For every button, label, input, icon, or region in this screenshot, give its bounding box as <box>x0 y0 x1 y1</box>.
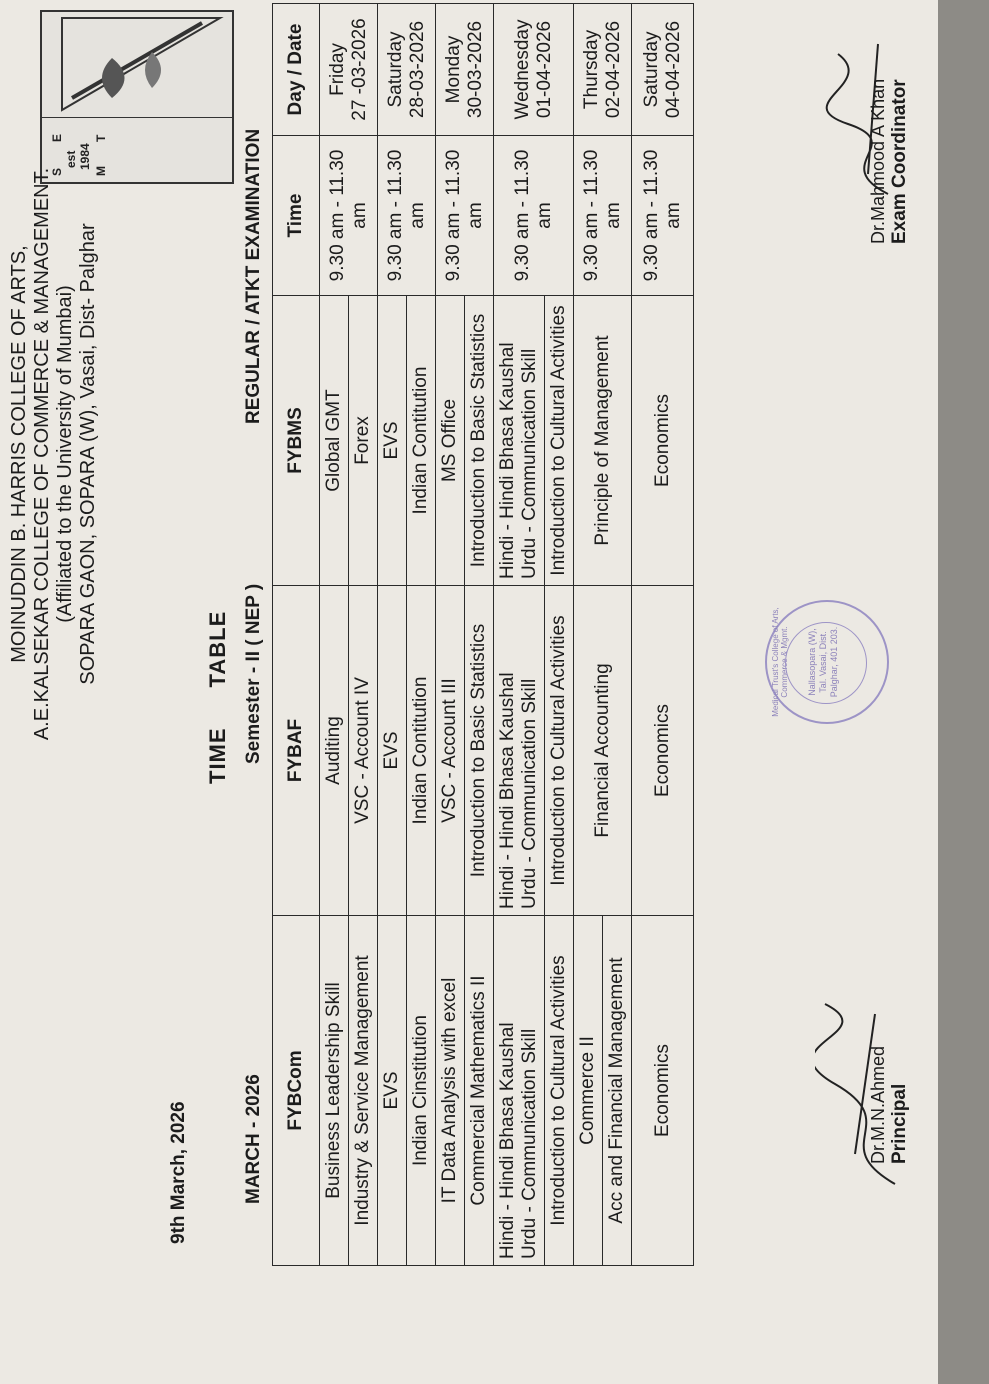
cell-fybms: Introduction to Basic Statistics <box>465 296 494 586</box>
lang-option-a: Hindi - Hindi Bhasa Kaushal <box>497 1022 518 1259</box>
cell-time: 9.30 am - 11.30 am <box>574 136 632 296</box>
college-name-line2: A.E.KALSEKAR COLLEGE OF COMMERCE & MANAGEMENT. <box>31 167 53 741</box>
cell-fybcom: EVS <box>378 916 407 1266</box>
cell-fybms: Global GMT <box>320 296 349 586</box>
lang-option-b: Urdu - Communication Skill <box>519 1028 540 1259</box>
table-row <box>574 4 603 1266</box>
cell-day-date <box>320 4 378 136</box>
cell-time: 9.30 am - 11.30 am <box>632 136 694 296</box>
exam-month: MARCH - 2026 <box>243 1074 264 1204</box>
cell-day-date <box>494 4 574 136</box>
college-name-line1: MOINUDDIN B. HARRIS COLLEGE OF ARTS, <box>8 245 30 663</box>
college-stamp <box>765 600 889 724</box>
left-signatory-name: Dr.Mahmood A Khan <box>868 78 888 244</box>
table-row <box>378 4 407 1266</box>
lang-option-b: Urdu - Communication Skill <box>519 678 540 909</box>
cell-fybcom: Commercial Mathematics II <box>465 916 494 1266</box>
logo-letter-t: T <box>94 134 108 142</box>
cell-day-date <box>436 4 494 136</box>
cell-fybaf: Introduction to Basic Statistics <box>465 586 494 916</box>
cell-fybms: Economics <box>632 296 694 586</box>
header-fybms: FYBMS <box>273 296 320 586</box>
cell-fybcom: Indian Cinstitution <box>407 916 436 1266</box>
day: Saturday <box>640 31 662 108</box>
day: Friday <box>326 43 348 96</box>
right-signatory-role: Principal <box>889 1083 910 1164</box>
logo-letter-m: M <box>94 166 108 176</box>
cell-fybcom: Acc and Financial Management <box>603 916 632 1266</box>
cell-fybms: MS Office <box>436 296 465 586</box>
cell-fybms: Principle of Management <box>574 296 632 586</box>
cell-fybaf: Financial Accounting <box>574 586 632 916</box>
cell-fybcom: Industry & Service Management <box>349 916 378 1266</box>
date: 28-03-2026 <box>406 20 428 119</box>
cell-time: 9.30 am - 11.30 am <box>378 136 436 296</box>
table-row <box>494 4 545 1266</box>
logo-letter-e: E <box>50 133 64 142</box>
logo-year: 1984 <box>78 143 92 170</box>
cell-fybcom: Commerce II <box>574 916 603 1266</box>
date: 30-03-2026 <box>464 20 486 119</box>
cell-fybms: EVS <box>378 296 407 586</box>
table-row <box>436 4 465 1266</box>
cell-fybaf: Auditing <box>320 586 349 916</box>
logo-letter-s: S <box>50 167 64 176</box>
header-fybaf: FYBAF <box>273 586 320 916</box>
date: 27 -03-2026 <box>348 18 370 121</box>
cell-fybms <box>494 296 545 586</box>
issue-date: 9th March, 2026 <box>168 1101 189 1244</box>
title-word-1: TIME <box>205 727 230 784</box>
cell-fybaf: Indian Contitution <box>407 586 436 916</box>
cell-fybcom: IT Data Analysis with excel <box>436 916 465 1266</box>
cell-day-date <box>574 4 632 136</box>
timetable <box>272 3 694 1266</box>
day: Saturday <box>384 31 406 108</box>
cell-fybaf: Economics <box>632 586 694 916</box>
header-fybcom: FYBCom <box>273 916 320 1266</box>
cell-fybcom <box>494 916 545 1266</box>
header-day-date: Day / Date <box>273 4 320 136</box>
right-signatory <box>868 1046 911 1164</box>
exam-type: REGULAR / ATKT EXAMINATION <box>243 128 264 424</box>
title-word-2: TABLE <box>205 610 230 688</box>
cell-fybaf: EVS <box>378 586 407 916</box>
timetable-title <box>205 611 231 784</box>
day: Wednesday <box>511 19 533 120</box>
cell-time: 9.30 am - 11.30 am <box>494 136 574 296</box>
cell-fybcom: Business Leadership Skill <box>320 916 349 1266</box>
cell-fybaf: VSC - Account IV <box>349 586 378 916</box>
table-header-row <box>273 4 320 1266</box>
cell-fybcom: Economics <box>632 916 694 1266</box>
cell-time: 9.30 am - 11.30 am <box>320 136 378 296</box>
stamp-inner-text: Nallasopara (W), Tal. Vasai, Dist. Palghar, 401 203. <box>807 626 839 698</box>
logo-est: est <box>64 150 78 168</box>
cell-day-date <box>632 4 694 136</box>
header-time: Time <box>273 136 320 296</box>
table-row <box>320 4 349 1266</box>
cell-fybaf <box>494 586 545 916</box>
lang-option-a: Hindi - Hindi Bhasa Kaushal <box>497 672 518 909</box>
date: 04-04-2026 <box>662 20 684 119</box>
left-signatory-role: Exam Coordinator <box>889 79 910 244</box>
left-signatory <box>868 79 911 244</box>
cell-day-date <box>378 4 436 136</box>
day: Thursday <box>580 29 602 110</box>
date: 01-04-2026 <box>533 20 555 119</box>
stamp-outer-text: Medical Trust's College of Arts, Commerce & Mgmt. <box>771 607 789 717</box>
address-line: SOPARA GAON, SOPARA (W), Vasai, Dist- Palghar <box>77 223 99 685</box>
lang-option-b: Urdu - Communication Skill <box>519 348 540 579</box>
day: Monday <box>442 35 464 104</box>
cell-fybaf: VSC - Account III <box>436 586 465 916</box>
cell-fybms: Forex <box>349 296 378 586</box>
lang-option-a: Hindi - Hindi Bhasa Kaushal <box>497 342 518 579</box>
cell-fybms: Introduction to Cultural Activities <box>545 296 574 586</box>
cell-fybcom: Introduction to Cultural Activities <box>545 916 574 1266</box>
right-signatory-name: Dr.M.N.Ahmed <box>868 1045 888 1164</box>
college-header <box>8 84 100 824</box>
semester-label: Semester - II ( NEP ) <box>243 583 264 764</box>
date: 02-04-2026 <box>602 20 624 119</box>
cell-fybaf: Introduction to Cultural Activities <box>545 586 574 916</box>
table-row <box>632 4 694 1266</box>
cell-fybms: Indian Contitution <box>407 296 436 586</box>
affiliation-line: (Affiliated to the University of Mumbai) <box>54 285 76 623</box>
cell-time: 9.30 am - 11.30 am <box>436 136 494 296</box>
